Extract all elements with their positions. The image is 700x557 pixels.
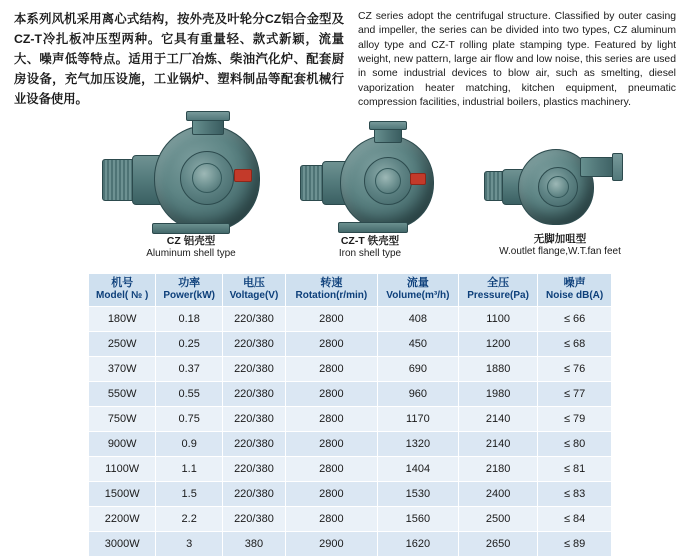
column-header-pressure [458, 273, 537, 306]
fan-illustration-3 [470, 143, 650, 229]
cell-volume: 690 [377, 356, 458, 381]
column-header-model [89, 273, 156, 306]
table-header [89, 273, 612, 306]
column-header-volume-en: Volume(m³/h) [386, 290, 450, 302]
table-row [89, 356, 612, 381]
cell-volume: 1170 [377, 406, 458, 431]
cell-pressure: 1880 [458, 356, 537, 381]
outlet-flange-icon [186, 111, 230, 121]
cell-power: 0.55 [156, 381, 223, 406]
cell-noise: ≤ 76 [538, 356, 612, 381]
figure-caption-en-1: Aluminum shell type [146, 247, 236, 259]
cell-volume: 450 [377, 331, 458, 356]
table-row [89, 306, 612, 331]
figure-no-feet-with-nozzle [470, 143, 650, 257]
cell-rotation: 2800 [285, 481, 377, 506]
column-header-volume-cn: 流量 [406, 276, 429, 289]
column-header-pressure-cn: 全压 [487, 276, 510, 289]
cell-noise: ≤ 89 [538, 531, 612, 556]
cell-volume: 960 [377, 381, 458, 406]
cell-power: 0.75 [156, 406, 223, 431]
name-plate-icon [410, 173, 426, 185]
description-chinese: 本系列风机采用离心式结构，按外壳及叶轮分CZ铝合金型及CZ-T冷扎板冲压型两种。它具有重量轻、款式新颖，流量大、噪声低等特点。适用于工厂冶炼、柴油汽化炉、配套厨房设备，充气加压设施，工业锅炉、塑料制品等配套机械行业设备使用。 [14, 12, 344, 106]
figure-caption-cn-1: CZ 铝壳型 [166, 234, 216, 247]
fan-base-icon [338, 222, 408, 233]
table-row [89, 431, 612, 456]
table-row [89, 531, 612, 556]
column-header-noise [538, 273, 612, 306]
cell-voltage: 220/380 [223, 481, 286, 506]
cell-pressure: 2140 [458, 431, 537, 456]
cell-pressure: 2400 [458, 481, 537, 506]
column-header-power-cn: 功率 [178, 276, 201, 289]
cell-pressure: 1980 [458, 381, 537, 406]
column-header-rotation-cn: 转速 [320, 276, 343, 289]
cell-voltage: 220/380 [223, 406, 286, 431]
cell-pressure: 2500 [458, 506, 537, 531]
cell-volume: 1530 [377, 481, 458, 506]
column-header-voltage-cn: 电压 [242, 276, 265, 289]
cell-model: 370W [89, 356, 156, 381]
cell-rotation: 2800 [285, 331, 377, 356]
cell-voltage: 220/380 [223, 506, 286, 531]
cell-power: 0.25 [156, 331, 223, 356]
cell-model: 750W [89, 406, 156, 431]
table-row [89, 506, 612, 531]
outlet-flange-icon [369, 121, 407, 130]
fan-hub-inner-icon [192, 163, 222, 193]
column-header-rotation [285, 273, 377, 306]
cell-model: 250W [89, 331, 156, 356]
figure-caption-cn-2: CZ-T 铁壳型 [340, 234, 400, 247]
column-header-noise-en: Noise dB(A) [546, 290, 604, 302]
cell-voltage: 220/380 [223, 306, 286, 331]
column-header-voltage [223, 273, 286, 306]
cell-noise: ≤ 79 [538, 406, 612, 431]
cell-rotation: 2800 [285, 456, 377, 481]
figure-caption-en-2: Iron shell type [338, 247, 402, 259]
cell-model: 3000W [89, 531, 156, 556]
fan-illustration-2 [290, 127, 450, 231]
cell-voltage: 220/380 [223, 456, 286, 481]
column-header-volume [377, 273, 458, 306]
column-header-pressure-en: Pressure(Pa) [467, 290, 529, 302]
fan-hub-inner-icon [375, 168, 401, 194]
cell-noise: ≤ 68 [538, 331, 612, 356]
product-images [0, 117, 700, 267]
table-row [89, 456, 612, 481]
cell-noise: ≤ 77 [538, 381, 612, 406]
cell-model: 550W [89, 381, 156, 406]
cell-voltage: 380 [223, 531, 286, 556]
table-row [89, 381, 612, 406]
table-header-row [89, 273, 612, 306]
cell-volume: 1620 [377, 531, 458, 556]
cell-voltage: 220/380 [223, 331, 286, 356]
column-header-power [156, 273, 223, 306]
cell-noise: ≤ 81 [538, 456, 612, 481]
figure-caption-cn-3: 无脚加咀型 [533, 232, 587, 245]
cell-rotation: 2800 [285, 306, 377, 331]
cell-volume: 408 [377, 306, 458, 331]
table-body [89, 306, 612, 556]
column-header-noise-cn: 噪声 [563, 276, 586, 289]
cell-noise: ≤ 84 [538, 506, 612, 531]
column-header-rotation-en: Rotation(r/min) [295, 290, 368, 302]
cell-rotation: 2800 [285, 356, 377, 381]
cell-pressure: 1200 [458, 331, 537, 356]
column-header-model-en: Model( № ) [96, 290, 149, 302]
column-header-power-en: Power(kW) [163, 290, 216, 302]
cell-power: 0.9 [156, 431, 223, 456]
fan-base-icon [152, 223, 230, 234]
table-row [89, 406, 612, 431]
cell-model: 900W [89, 431, 156, 456]
cell-rotation: 2800 [285, 431, 377, 456]
cell-volume: 1560 [377, 506, 458, 531]
cell-power: 3 [156, 531, 223, 556]
outlet-flange-icon [612, 153, 623, 181]
specification-table [88, 273, 612, 557]
cell-rotation: 2800 [285, 506, 377, 531]
table-row [89, 481, 612, 506]
table-row [89, 331, 612, 356]
cell-noise: ≤ 80 [538, 431, 612, 456]
column-header-model-cn: 机号 [111, 276, 134, 289]
cell-model: 180W [89, 306, 156, 331]
specification-table-wrapper [0, 273, 700, 557]
description-section [0, 0, 700, 111]
cell-rotation: 2800 [285, 381, 377, 406]
cell-model: 1100W [89, 456, 156, 481]
figure-iron-shell [290, 127, 450, 259]
cell-pressure: 2650 [458, 531, 537, 556]
cell-pressure: 2140 [458, 406, 537, 431]
cell-rotation: 2800 [285, 406, 377, 431]
cell-voltage: 220/380 [223, 356, 286, 381]
cell-power: 0.37 [156, 356, 223, 381]
cell-noise: ≤ 66 [538, 306, 612, 331]
cell-power: 1.5 [156, 481, 223, 506]
cell-power: 0.18 [156, 306, 223, 331]
cell-volume: 1320 [377, 431, 458, 456]
cell-pressure: 2180 [458, 456, 537, 481]
cell-rotation: 2900 [285, 531, 377, 556]
cell-model: 2200W [89, 506, 156, 531]
fan-illustration-1 [96, 119, 286, 231]
fan-hub-inner-icon [547, 176, 569, 198]
cell-model: 1500W [89, 481, 156, 506]
cell-voltage: 220/380 [223, 431, 286, 456]
cell-voltage: 220/380 [223, 381, 286, 406]
cell-volume: 1404 [377, 456, 458, 481]
description-english: CZ series adopt the centrifugal structure. Classified by outer casing and impeller, the series can be divided into two types, CZ aluminum alloy type and CZ-T rolling plate stamping type. Featured by light weight, new pattern, large air flow and low noise, this series are used in some industrial devices to blow air, such as smelting, diesel vaporization heater matching, kitchen equipment, pneumatic compression facilities, industrial boilers, plastics machinery. [358, 11, 676, 109]
cell-pressure: 1100 [458, 306, 537, 331]
figure-aluminum-shell [96, 119, 286, 259]
column-header-voltage-en: Voltage(V) [229, 290, 279, 302]
cell-power: 2.2 [156, 506, 223, 531]
cell-noise: ≤ 83 [538, 481, 612, 506]
cell-power: 1.1 [156, 456, 223, 481]
figure-caption-en-3: W.outlet flange,W.T.fan feet [499, 245, 621, 257]
name-plate-icon [234, 169, 252, 182]
